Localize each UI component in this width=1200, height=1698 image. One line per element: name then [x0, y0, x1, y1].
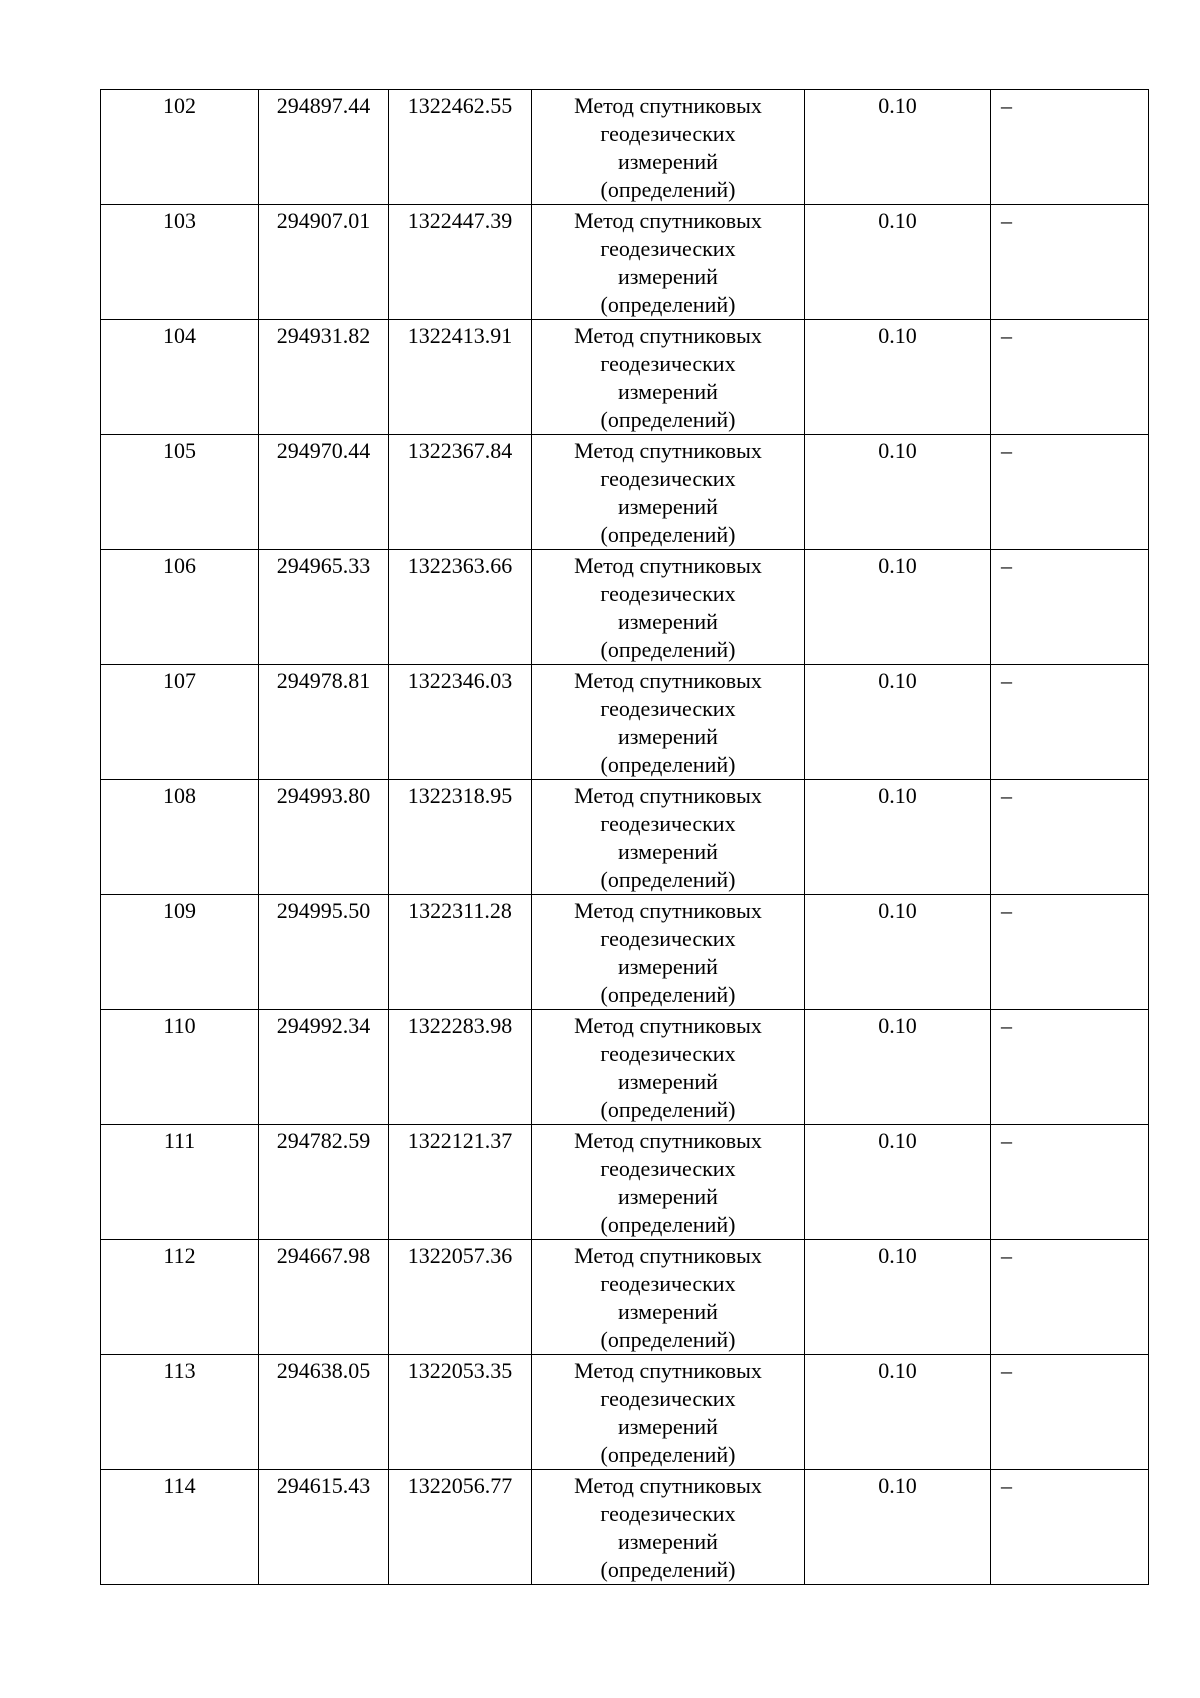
method-text: Метод спутниковых геодезических измерений (определений) — [574, 1128, 762, 1237]
point-number-cell: 110 — [101, 1010, 259, 1125]
method-text: Метод спутниковых геодезических измерений (определений) — [574, 783, 762, 892]
point-number-cell: 113 — [101, 1355, 259, 1470]
note-cell: – — [991, 90, 1149, 205]
method-text: Метод спутниковых геодезических измерений (определений) — [574, 1358, 762, 1467]
point-number-cell: 105 — [101, 435, 259, 550]
note-cell: – — [991, 1240, 1149, 1355]
x-coordinate-cell: 294993.80 — [259, 780, 389, 895]
method-text: Метод спутниковых геодезических измерений (определений) — [574, 93, 762, 202]
point-number-cell: 109 — [101, 895, 259, 1010]
x-coordinate-cell: 294965.33 — [259, 550, 389, 665]
x-coordinate-cell: 294638.05 — [259, 1355, 389, 1470]
y-coordinate-cell: 1322121.37 — [389, 1125, 532, 1240]
accuracy-cell: 0.10 — [805, 665, 991, 780]
accuracy-cell: 0.10 — [805, 1010, 991, 1125]
accuracy-cell: 0.10 — [805, 895, 991, 1010]
point-number-cell: 111 — [101, 1125, 259, 1240]
note-cell: – — [991, 895, 1149, 1010]
accuracy-cell: 0.10 — [805, 780, 991, 895]
note-cell: – — [991, 435, 1149, 550]
method-text: Метод спутниковых геодезических измерений (определений) — [574, 323, 762, 432]
table-row — [101, 895, 1149, 1010]
x-coordinate-cell: 294615.43 — [259, 1470, 389, 1585]
note-cell: – — [991, 205, 1149, 320]
y-coordinate-cell: 1322346.03 — [389, 665, 532, 780]
method-cell — [532, 1240, 805, 1355]
note-cell: – — [991, 320, 1149, 435]
method-text: Метод спутниковых геодезических измерений (определений) — [574, 1013, 762, 1122]
accuracy-cell: 0.10 — [805, 1355, 991, 1470]
method-text: Метод спутниковых геодезических измерений (определений) — [574, 438, 762, 547]
point-number-cell: 102 — [101, 90, 259, 205]
point-number-cell: 108 — [101, 780, 259, 895]
table-row — [101, 205, 1149, 320]
y-coordinate-cell: 1322363.66 — [389, 550, 532, 665]
note-cell: – — [991, 1355, 1149, 1470]
method-cell — [532, 550, 805, 665]
table-row — [101, 550, 1149, 665]
x-coordinate-cell: 294667.98 — [259, 1240, 389, 1355]
coordinates-table-body — [101, 90, 1149, 1585]
table-row — [101, 1125, 1149, 1240]
x-coordinate-cell: 294978.81 — [259, 665, 389, 780]
method-cell — [532, 1470, 805, 1585]
table-row — [101, 1470, 1149, 1585]
x-coordinate-cell: 294782.59 — [259, 1125, 389, 1240]
table-row — [101, 780, 1149, 895]
accuracy-cell: 0.10 — [805, 90, 991, 205]
y-coordinate-cell: 1322318.95 — [389, 780, 532, 895]
accuracy-cell: 0.10 — [805, 205, 991, 320]
method-text: Метод спутниковых геодезических измерений (определений) — [574, 1243, 762, 1352]
coordinates-table — [100, 89, 1149, 1585]
point-number-cell: 104 — [101, 320, 259, 435]
method-text: Метод спутниковых геодезических измерений (определений) — [574, 553, 762, 662]
x-coordinate-cell: 294970.44 — [259, 435, 389, 550]
note-cell: – — [991, 665, 1149, 780]
method-cell — [532, 665, 805, 780]
x-coordinate-cell: 294931.82 — [259, 320, 389, 435]
accuracy-cell: 0.10 — [805, 1240, 991, 1355]
point-number-cell: 106 — [101, 550, 259, 665]
note-cell: – — [991, 1470, 1149, 1585]
y-coordinate-cell: 1322413.91 — [389, 320, 532, 435]
y-coordinate-cell: 1322053.35 — [389, 1355, 532, 1470]
accuracy-cell: 0.10 — [805, 435, 991, 550]
accuracy-cell: 0.10 — [805, 1125, 991, 1240]
y-coordinate-cell: 1322311.28 — [389, 895, 532, 1010]
method-text: Метод спутниковых геодезических измерений (определений) — [574, 1473, 762, 1582]
method-cell — [532, 1010, 805, 1125]
x-coordinate-cell: 294897.44 — [259, 90, 389, 205]
method-text: Метод спутниковых геодезических измерений (определений) — [574, 208, 762, 317]
point-number-cell: 103 — [101, 205, 259, 320]
table-row — [101, 90, 1149, 205]
accuracy-cell: 0.10 — [805, 1470, 991, 1585]
table-row — [101, 665, 1149, 780]
y-coordinate-cell: 1322057.36 — [389, 1240, 532, 1355]
x-coordinate-cell: 294907.01 — [259, 205, 389, 320]
method-cell — [532, 205, 805, 320]
x-coordinate-cell: 294995.50 — [259, 895, 389, 1010]
method-cell — [532, 1125, 805, 1240]
table-row — [101, 1010, 1149, 1125]
method-cell — [532, 1355, 805, 1470]
accuracy-cell: 0.10 — [805, 320, 991, 435]
method-text: Метод спутниковых геодезических измерений (определений) — [574, 898, 762, 1007]
point-number-cell: 107 — [101, 665, 259, 780]
note-cell: – — [991, 780, 1149, 895]
point-number-cell: 112 — [101, 1240, 259, 1355]
y-coordinate-cell: 1322447.39 — [389, 205, 532, 320]
x-coordinate-cell: 294992.34 — [259, 1010, 389, 1125]
point-number-cell: 114 — [101, 1470, 259, 1585]
table-row — [101, 1240, 1149, 1355]
table-row — [101, 1355, 1149, 1470]
note-cell: – — [991, 1010, 1149, 1125]
method-cell — [532, 780, 805, 895]
y-coordinate-cell: 1322462.55 — [389, 90, 532, 205]
table-row — [101, 435, 1149, 550]
method-cell — [532, 895, 805, 1010]
y-coordinate-cell: 1322367.84 — [389, 435, 532, 550]
table-row — [101, 320, 1149, 435]
y-coordinate-cell: 1322283.98 — [389, 1010, 532, 1125]
method-cell — [532, 90, 805, 205]
note-cell: – — [991, 550, 1149, 665]
method-cell — [532, 320, 805, 435]
note-cell: – — [991, 1125, 1149, 1240]
method-text: Метод спутниковых геодезических измерений (определений) — [574, 668, 762, 777]
y-coordinate-cell: 1322056.77 — [389, 1470, 532, 1585]
method-cell — [532, 435, 805, 550]
accuracy-cell: 0.10 — [805, 550, 991, 665]
